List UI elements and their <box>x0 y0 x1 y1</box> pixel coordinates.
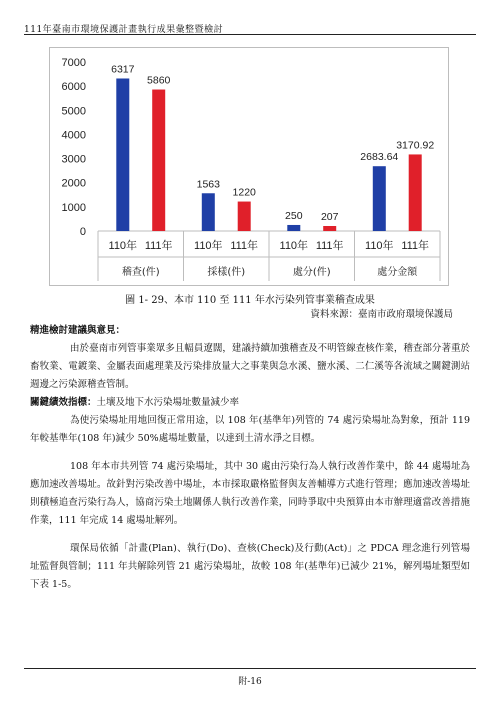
x-category-label: 處分金額 <box>377 267 418 278</box>
y-tick-label: 3000 <box>61 153 86 166</box>
kpi-text: 為使污染場址用地回復正常用途，以 108 年(基準年)列管的 74 處污染場址為對象，預計 119 年較基準年(108 年)減少 50%處場址數量，以達到土清水淨之目標。 <box>30 415 470 444</box>
paragraph-kpi <box>30 394 470 448</box>
data-label: 6317 <box>111 63 135 76</box>
data-label: 1220 <box>232 186 256 199</box>
page-number: 附-16 <box>238 677 262 687</box>
review-heading: 精進檢討建議與意見： <box>30 325 126 336</box>
figure-caption: 圖 1- 29、本市 110 至 111 年水污染列管事業稽查成果 <box>125 295 375 306</box>
figure-source: 資料來源：臺南市政府環境保護局 <box>310 309 453 320</box>
data-label: 207 <box>320 211 339 224</box>
y-tick-label: 6000 <box>61 81 86 94</box>
y-tick-label: 7000 <box>61 57 86 69</box>
data-label: 5860 <box>147 74 171 87</box>
x-tick-year-label: 111年 <box>144 240 173 252</box>
x-category-label: 稽查(件) <box>121 267 160 278</box>
bar-1-0 <box>202 193 215 231</box>
bar-2-1 <box>323 226 336 231</box>
bar-0-1 <box>152 90 165 231</box>
bar-3-1 <box>409 154 422 231</box>
x-tick-year-label: 111年 <box>315 240 344 252</box>
x-tick-year-label: 111年 <box>401 240 430 252</box>
review-text: 由於臺南市列管事業眾多且幅員遼闊，建議持續加強稽查及不明管線查核作業，稽查部分著重於畜牧業、電鍍業、金屬表面處理業及污染排放量大之事業與急水溪、鹽水溪、二仁溪等各流域之關鍵測站週邊之污染源稽查管制。 <box>30 343 470 390</box>
bar-1-1 <box>238 202 251 231</box>
x-tick-year-label: 110年 <box>108 240 138 252</box>
y-tick-label: 1000 <box>61 201 86 214</box>
paragraph-pdca: 環保局依循「計畫(Plan)、執行(Do)、查核(Check)及行動(Act)」之 PDCA 理念進行列管場址監督與管制；111 年共解除列管 21 處污染場址，故較 108 年(基準年)已減少 21%，解列場址類型如下表 1-5。 <box>30 543 470 590</box>
data-label: 250 <box>285 209 303 222</box>
x-tick-year-label: 111年 <box>230 240 259 252</box>
paragraph-status: 108 年本市共列管 74 處污染場址，其中 30 處由污染行為人執行改善作業中，餘 44 處場址為應加速改善場址。故針對污染改善中場址，本市採取嚴格監督與友善輔導方式進行管理；應加速改善場址則積極追查污染行為人，協商污染土地關係人執行改善作業，同時爭取中央預算由本市辦理適當改善措施作業，111 年完成 14 處場址解列。 <box>30 461 470 526</box>
footer-divider <box>24 668 476 669</box>
y-tick-label: 0 <box>79 226 86 238</box>
data-label: 1563 <box>196 178 220 191</box>
kpi-lead: 土壤及地下水污染場址數量減少率 <box>96 397 240 408</box>
x-tick-year-label: 110年 <box>194 240 223 252</box>
x-category-label: 採樣(件) <box>207 267 246 278</box>
y-tick-label: 4000 <box>61 129 86 142</box>
x-tick-year-label: 110年 <box>365 240 394 252</box>
data-label: 2683.64 <box>360 151 399 164</box>
header-divider <box>24 34 476 35</box>
bar-2-0 <box>287 225 300 231</box>
bar-chart <box>49 47 449 286</box>
kpi-heading: 關鍵績效指標： <box>30 397 97 408</box>
paragraph-review <box>30 322 470 394</box>
bar-0-0 <box>116 78 129 231</box>
x-category-label: 處分(件) <box>292 267 331 278</box>
y-tick-label: 2000 <box>61 177 86 190</box>
x-tick-year-label: 110年 <box>279 240 309 252</box>
bar-3-0 <box>373 166 386 231</box>
bar-chart-canvas <box>50 48 448 285</box>
data-label: 3170.92 <box>396 139 435 152</box>
y-tick-label: 5000 <box>61 105 86 118</box>
page-header-title: 111年臺南市環境保護計畫執行成果彙整暨檢討 <box>24 25 224 35</box>
